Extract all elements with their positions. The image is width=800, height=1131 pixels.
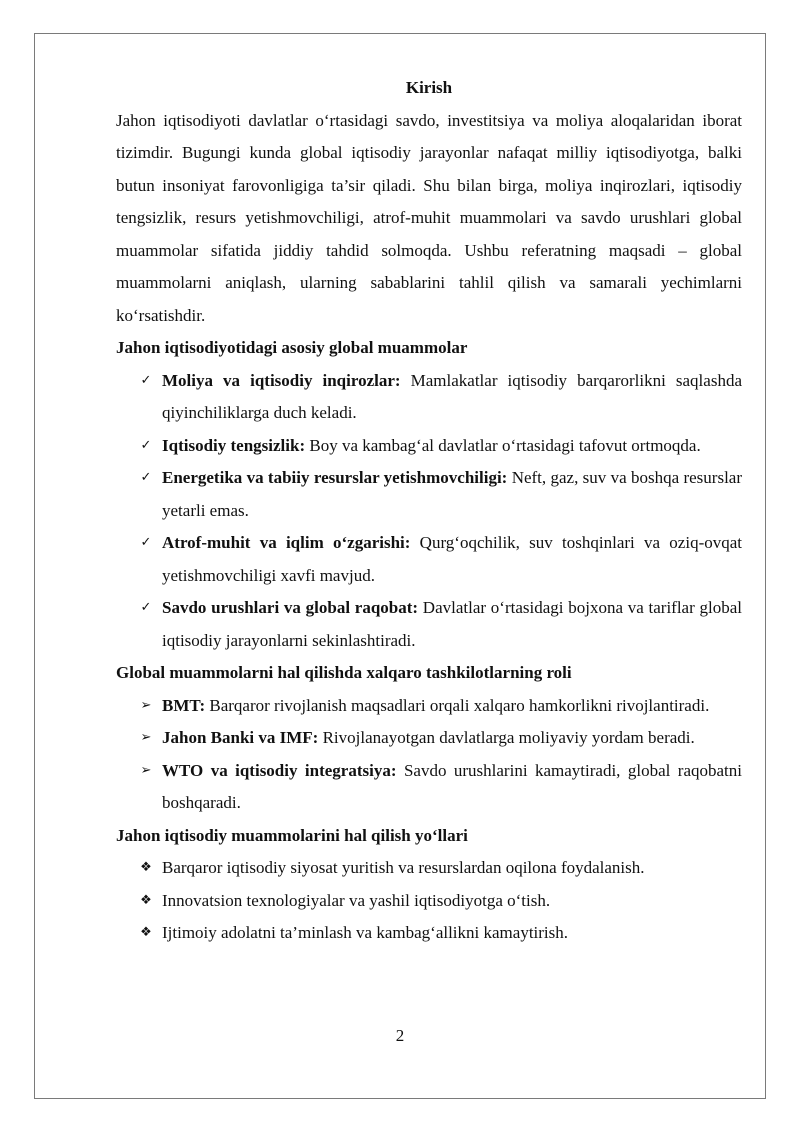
checkmark-icon: ✓ [140, 470, 152, 485]
solutions-list [116, 852, 742, 950]
document-title: Kirish [405, 78, 453, 97]
arrowhead-icon: ➢ [140, 697, 152, 713]
list-item: ❖ Ijtimoiy adolatni ta’minlash va kambag‘allikni kamaytirish. [116, 917, 742, 950]
diamond-bullet-icon: ❖ [140, 892, 152, 908]
list-item: ➢ BMT: Barqaror rivojlanish maqsadlari orqali xalqaro hamkorlikni rivojlantiradi. [116, 690, 742, 723]
document-body [116, 72, 742, 950]
arrowhead-icon: ➢ [140, 730, 152, 745]
organizations-list [116, 690, 742, 820]
section-heading-solutions: Jahon iqtisodiy muammolarini hal qilish yo‘llari [116, 825, 468, 845]
list-item: ✓ Iqtisodiy tengsizlik: Boy va kambag‘al davlatlar o‘rtasidagi tafovut ortmoqda. [116, 430, 742, 463]
list-item: ➢ WTO va iqtisodiy integratsiya: Savdo urushlarini kamaytiradi, global raqobatni boshqaradi. [116, 755, 742, 820]
diamond-bullet-icon: ❖ [140, 925, 152, 940]
intro-paragraph: Jahon iqtisodiyoti davlatlar o‘rtasidagi savdo, investitsiya va moliya aloqalaridan iborat tizimdir. Bugungi kunda global iqtisodiy jarayonlar nafaqat milliy iqtisodiyotga, balki butun insoniyat farovonligiga ta’sir qiladi. Shu bilan birga, moliya inqirozlari, iqtisodiy tengsizlik, resurs yetishmovchiligi, atrof-muhit muammolari va savdo urushlari global muammolar sifatida jiddiy tahdid solmoqda. Ushbu referatning maqsadi – global muammolarni aniqlash, ularning sabablarini tahlil qilish va samarali yechimlarni ko‘rsatishdir. [116, 110, 742, 325]
list-item: ❖ Barqaror iqtisodiy siyosat yuritish va resurslardan oqilona foydalanish. [116, 852, 742, 885]
checkmark-icon: ✓ [140, 535, 152, 550]
list-item: ✓ Energetika va tabiiy resurslar yetishmovchiligi: Neft, gaz, suv va boshqa resurslar yetarli emas. [116, 462, 742, 527]
checkmark-icon: ✓ [140, 437, 152, 453]
list-item: ✓ Savdo urushlari va global raqobat: Davlatlar o‘rtasidagi bojxona va tariflar global iqtisodiy jarayonlarni sekinlashtiradi. [116, 592, 742, 657]
diamond-bullet-icon: ❖ [140, 860, 152, 875]
arrowhead-icon: ➢ [140, 762, 152, 778]
list-item: ✓ Moliya va iqtisodiy inqirozlar: Mamlakatlar iqtisodiy barqarorlikni saqlashda qiyinchiliklarga duch keladi. [116, 365, 742, 430]
problems-list [116, 365, 742, 658]
checkmark-icon: ✓ [140, 372, 152, 388]
section-heading-organizations: Global muammolarni hal qilishda xalqaro tashkilotlarning roli [116, 663, 572, 682]
list-item: ❖ Innovatsion texnologiyalar va yashil iqtisodiyotga o‘tish. [116, 885, 742, 918]
checkmark-icon: ✓ [140, 600, 152, 615]
section-heading-problems: Jahon iqtisodiyotidagi asosiy global muammolar [116, 338, 468, 357]
list-item: ➢ Jahon Banki va IMF: Rivojlanayotgan davlatlarga moliyaviy yordam beradi. [116, 722, 742, 755]
page-number: 2 [395, 1026, 405, 1045]
list-item: ✓ Atrof-muhit va iqlim o‘zgarishi: Qurg‘oqchilik, suv toshqinlari va oziq-ovqat yetishmovchiligi xavfi mavjud. [116, 527, 742, 592]
